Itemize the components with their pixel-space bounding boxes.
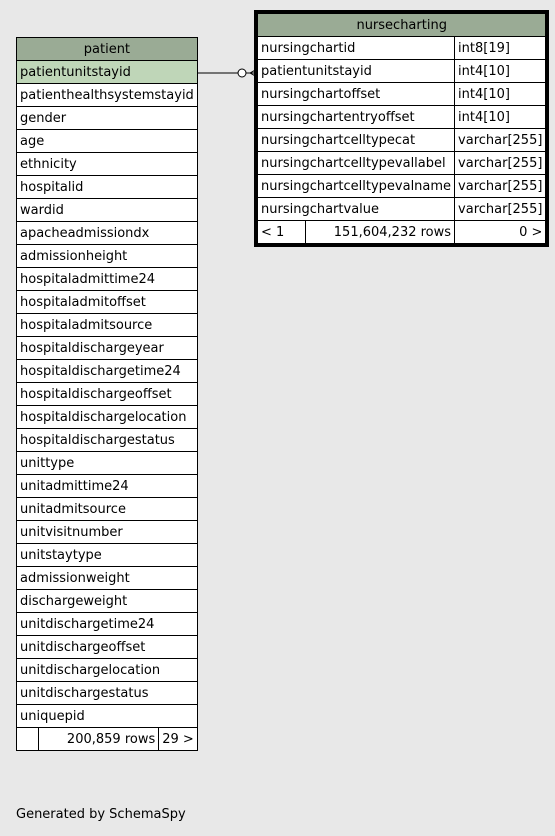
patient-column[interactable]: hospitaldischargeyear — [17, 337, 198, 360]
nursecharting-column-name[interactable]: nursingchartcelltypecat — [258, 129, 455, 152]
patient-column[interactable]: uniquepid — [17, 705, 198, 728]
patient-column[interactable]: apacheadmissiondx — [17, 222, 198, 245]
patient-column[interactable]: dischargeweight — [17, 590, 198, 613]
nursecharting-column-type: int4[10] — [455, 60, 546, 83]
patient-column[interactable]: hospitaldischargestatus — [17, 429, 198, 452]
patient-column[interactable]: hospitaladmittime24 — [17, 268, 198, 291]
nursecharting-column-type: varchar[255] — [455, 198, 546, 221]
nursecharting-column-type: int4[10] — [455, 83, 546, 106]
nursecharting-children-count: 0 > — [455, 221, 546, 244]
nursecharting-table[interactable] — [257, 13, 546, 244]
patient-column[interactable]: admissionheight — [17, 245, 198, 268]
patient-column[interactable]: gender — [17, 107, 198, 130]
patient-column[interactable]: unitadmittime24 — [17, 475, 198, 498]
patient-column[interactable]: admissionweight — [17, 567, 198, 590]
patient-column[interactable]: unitdischargetime24 — [17, 613, 198, 636]
patient-column[interactable]: unitdischargestatus — [17, 682, 198, 705]
patient-table[interactable] — [16, 37, 198, 751]
nursecharting-column-name[interactable]: nursingchartvalue — [258, 198, 455, 221]
nursecharting-column-type: varchar[255] — [455, 175, 546, 198]
patient-column[interactable]: hospitaladmitoffset — [17, 291, 198, 314]
patient-column[interactable]: unitdischargeoffset — [17, 636, 198, 659]
patient-children-count: 29 > — [159, 728, 198, 751]
nursecharting-column-name[interactable]: nursingchartentryoffset — [258, 106, 455, 129]
patient-column[interactable]: unitstaytype — [17, 544, 198, 567]
nursecharting-column-name[interactable]: nursingchartid — [258, 37, 455, 60]
nursecharting-column-type: int8[19] — [455, 37, 546, 60]
patient-column[interactable]: unittype — [17, 452, 198, 475]
patient-column[interactable]: hospitaladmitsource — [17, 314, 198, 337]
patient-table-title[interactable]: patient — [17, 38, 198, 61]
patient-column[interactable]: wardid — [17, 199, 198, 222]
generated-by-text: Generated by SchemaSpy — [16, 807, 186, 822]
nursecharting-parents-count: < 1 — [258, 221, 306, 244]
nursecharting-column-type: varchar[255] — [455, 129, 546, 152]
patient-column[interactable]: unitdischargelocation — [17, 659, 198, 682]
patient-column[interactable]: hospitaldischargeoffset — [17, 383, 198, 406]
patient-column[interactable]: unitvisitnumber — [17, 521, 198, 544]
nursecharting-column-type: int4[10] — [455, 106, 546, 129]
patient-column[interactable]: hospitaldischargetime24 — [17, 360, 198, 383]
patient-row-count: 200,859 rows — [39, 728, 159, 751]
nursecharting-table-title[interactable]: nursecharting — [258, 14, 546, 37]
nursecharting-column-name[interactable]: nursingchartcelltypevallabel — [258, 152, 455, 175]
patient-column[interactable]: ethnicity — [17, 153, 198, 176]
nursecharting-column-type: varchar[255] — [455, 152, 546, 175]
patient-footer-left — [17, 728, 39, 751]
patient-column[interactable]: patientunitstayid — [17, 61, 198, 84]
patient-column[interactable]: unitadmitsource — [17, 498, 198, 521]
nursecharting-column-name[interactable]: nursingchartcelltypevalname — [258, 175, 455, 198]
patient-column[interactable]: patienthealthsystemstayid — [17, 84, 198, 107]
nursecharting-column-name[interactable]: patientunitstayid — [258, 60, 455, 83]
nursecharting-column-name[interactable]: nursingchartoffset — [258, 83, 455, 106]
patient-column[interactable]: hospitalid — [17, 176, 198, 199]
patient-column[interactable]: hospitaldischargelocation — [17, 406, 198, 429]
nursecharting-row-count: 151,604,232 rows — [306, 221, 455, 244]
patient-column[interactable]: age — [17, 130, 198, 153]
